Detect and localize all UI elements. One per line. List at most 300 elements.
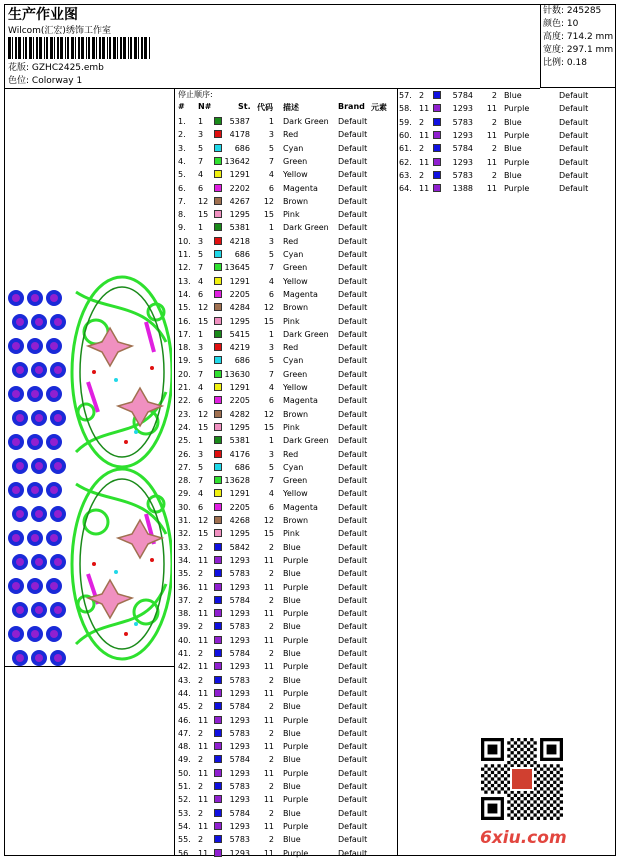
cell-n: 4 <box>198 170 204 180</box>
cell-brand: Default <box>338 728 368 738</box>
cell-n: 1 <box>198 223 204 233</box>
table-row <box>178 195 394 208</box>
cell-i: 24. <box>178 422 191 432</box>
stat-width: 宽度: 297.1 mm <box>543 45 614 55</box>
cell-n: 11 <box>198 609 209 619</box>
cell-desc: Purple <box>283 635 309 645</box>
cell-brand: Default <box>338 316 368 326</box>
color-swatch <box>214 476 222 484</box>
cell-desc: Blue <box>283 675 301 685</box>
cell-n: 3 <box>198 449 204 459</box>
cell-desc: Blue <box>283 808 301 818</box>
cell-brand: Default <box>559 170 589 180</box>
cell-code: 1 <box>268 436 274 446</box>
cell-i: 22. <box>178 396 191 406</box>
cell-n: 11 <box>198 555 209 565</box>
cell-desc: Brown <box>283 196 309 206</box>
cell-desc: Purple <box>283 768 309 778</box>
cell-st: 1388 <box>452 184 473 194</box>
cell-n: 11 <box>198 768 209 778</box>
cell-desc: Blue <box>504 91 522 100</box>
table-row <box>178 767 394 780</box>
cell-i: 9. <box>178 223 186 233</box>
cell-i: 49. <box>178 755 191 765</box>
cell-code: 3 <box>268 130 274 140</box>
cell-st: 5784 <box>229 755 250 765</box>
color-swatch <box>433 131 441 139</box>
table-row <box>178 248 394 261</box>
cell-st: 13642 <box>224 156 250 166</box>
color-swatch <box>214 263 222 271</box>
cell-i: 11. <box>178 250 191 259</box>
color-swatch <box>214 569 222 577</box>
cell-brand: Default <box>338 396 368 406</box>
cell-desc: Red <box>283 343 299 353</box>
cell-n: 1 <box>198 436 204 446</box>
column-divider <box>397 88 398 856</box>
cell-i: 62. <box>399 157 412 167</box>
cell-n: 11 <box>419 157 430 167</box>
table-row <box>178 634 394 647</box>
cell-i: 47. <box>178 728 191 738</box>
color-swatch <box>214 383 222 391</box>
cell-code: 11 <box>263 635 274 645</box>
cell-code: 2 <box>268 728 274 738</box>
table-row <box>178 847 394 860</box>
cell-n: 12 <box>198 409 209 419</box>
color-swatch <box>214 636 222 644</box>
cell-st: 1293 <box>229 742 250 752</box>
cell-brand: Default <box>338 409 368 419</box>
cell-st: 4282 <box>229 409 250 419</box>
cell-brand: Default <box>338 675 368 685</box>
color-swatch <box>214 356 222 364</box>
color-swatch <box>214 184 222 192</box>
cell-code: 11 <box>263 688 274 698</box>
cell-desc: Purple <box>283 795 309 805</box>
cell-code: 1 <box>268 329 274 339</box>
cell-desc: Pink <box>283 210 300 220</box>
color-swatch <box>214 303 222 311</box>
cell-st: 5783 <box>229 622 250 632</box>
cell-st: 1293 <box>229 768 250 778</box>
color-swatch <box>214 317 222 325</box>
cell-desc: Blue <box>283 755 301 765</box>
cell-n: 6 <box>198 502 204 512</box>
color-swatch <box>214 676 222 684</box>
cell-n: 5 <box>198 143 204 153</box>
cell-desc: Yellow <box>283 276 308 286</box>
cell-code: 11 <box>486 157 497 167</box>
cell-code: 2 <box>268 808 274 818</box>
cell-i: 52. <box>178 795 191 805</box>
cell-n: 2 <box>419 144 425 154</box>
cell-brand: Default <box>338 489 368 499</box>
table-row <box>178 275 394 288</box>
cell-st: 1293 <box>452 130 473 140</box>
cell-desc: Blue <box>283 622 301 632</box>
table-row <box>178 740 394 753</box>
color-swatch <box>214 423 222 431</box>
cell-code: 11 <box>486 104 497 114</box>
cell-n: 3 <box>198 130 204 140</box>
cell-i: 38. <box>178 609 191 619</box>
cell-brand: Default <box>338 383 368 392</box>
stop-sequence-caption: 停止顺序: <box>178 90 213 99</box>
cell-brand: Default <box>338 609 368 619</box>
column-divider <box>174 88 175 856</box>
color-swatch <box>214 729 222 737</box>
color-swatch <box>214 702 222 710</box>
cell-n: 3 <box>198 236 204 246</box>
cell-n: 2 <box>198 542 204 552</box>
cell-st: 1293 <box>452 157 473 167</box>
table-row <box>178 514 394 527</box>
cell-n: 2 <box>198 595 204 605</box>
cell-i: 27. <box>178 462 191 472</box>
table-row <box>178 567 394 580</box>
cell-n: 11 <box>198 582 209 592</box>
cell-code: 2 <box>268 595 274 605</box>
cell-brand: Default <box>338 688 368 698</box>
cell-desc: Blue <box>504 170 522 180</box>
cell-st: 1293 <box>229 582 250 592</box>
cell-desc: Yellow <box>283 489 308 499</box>
cell-desc: Blue <box>283 835 301 845</box>
cell-i: 6. <box>178 183 186 193</box>
color-swatch <box>214 503 222 511</box>
cell-code: 11 <box>486 130 497 140</box>
cell-code: 15 <box>263 529 274 539</box>
table-row <box>399 116 615 129</box>
colorway-label: 色位: <box>8 76 30 86</box>
cell-brand: Default <box>338 649 368 658</box>
cell-brand: Default <box>338 303 368 313</box>
cell-st: 2205 <box>229 502 250 512</box>
color-swatch <box>214 290 222 298</box>
cell-st: 1293 <box>229 715 250 725</box>
color-swatch <box>214 849 222 857</box>
cell-code: 5 <box>268 250 274 259</box>
cell-brand: Default <box>338 622 368 632</box>
cell-desc: Purple <box>283 609 309 619</box>
cell-code: 3 <box>268 343 274 353</box>
cell-n: 4 <box>198 276 204 286</box>
cell-i: 45. <box>178 702 191 712</box>
cell-n: 12 <box>198 303 209 313</box>
cell-brand: Default <box>338 476 368 486</box>
cell-i: 60. <box>399 130 412 140</box>
cell-n: 2 <box>198 728 204 738</box>
cell-n: 5 <box>198 250 204 259</box>
cell-n: 3 <box>198 343 204 353</box>
cell-n: 2 <box>198 569 204 579</box>
cell-st: 5783 <box>452 170 473 180</box>
cell-st: 5784 <box>229 649 250 658</box>
cell-i: 33. <box>178 542 191 552</box>
table-row <box>178 554 394 567</box>
cell-i: 54. <box>178 821 191 831</box>
cell-n: 11 <box>198 742 209 752</box>
cell-code: 11 <box>263 742 274 752</box>
cell-code: 2 <box>268 622 274 632</box>
cell-desc: Purple <box>504 157 530 167</box>
cell-i: 1. <box>178 117 186 126</box>
cell-n: 5 <box>198 356 204 366</box>
table-row <box>178 820 394 833</box>
cell-st: 4219 <box>229 343 250 353</box>
cell-code: 11 <box>263 555 274 565</box>
cell-st: 5783 <box>229 569 250 579</box>
cell-desc: Brown <box>283 303 309 313</box>
cell-brand: Default <box>338 210 368 220</box>
cell-desc: Green <box>283 156 308 166</box>
cell-desc: Cyan <box>283 143 304 153</box>
cell-n: 11 <box>198 821 209 831</box>
cell-n: 11 <box>198 795 209 805</box>
color-swatch <box>214 250 222 258</box>
table-row <box>178 368 394 381</box>
cell-i: 42. <box>178 662 191 672</box>
cell-st: 1295 <box>229 422 250 432</box>
cell-brand: Default <box>338 569 368 579</box>
cell-n: 7 <box>198 156 204 166</box>
cell-desc: Magenta <box>283 502 318 512</box>
cell-st: 4176 <box>229 449 250 459</box>
cell-brand: Default <box>559 117 589 127</box>
cell-brand: Default <box>338 156 368 166</box>
cell-brand: Default <box>559 184 589 194</box>
cell-brand: Default <box>338 835 368 845</box>
cell-i: 13. <box>178 276 191 286</box>
cell-code: 1 <box>268 117 274 126</box>
cell-st: 1293 <box>452 104 473 114</box>
cell-desc: Blue <box>283 728 301 738</box>
cell-st: 1291 <box>229 489 250 499</box>
cell-code: 15 <box>263 210 274 220</box>
cell-desc: Blue <box>283 782 301 791</box>
table-row <box>178 687 394 700</box>
cell-desc: Purple <box>283 742 309 752</box>
cell-i: 10. <box>178 236 191 246</box>
cell-st: 13628 <box>224 476 250 486</box>
cell-i: 12. <box>178 263 191 273</box>
cell-desc: Magenta <box>283 289 318 299</box>
table-row <box>399 142 615 155</box>
design-info <box>8 62 104 88</box>
cell-code: 12 <box>263 196 274 206</box>
color-swatch <box>214 782 222 790</box>
cell-n: 6 <box>198 289 204 299</box>
color-swatch <box>214 117 222 125</box>
cell-code: 7 <box>268 263 274 273</box>
cell-n: 2 <box>198 622 204 632</box>
cell-code: 4 <box>268 489 274 499</box>
cell-brand: Default <box>338 436 368 446</box>
table-row <box>178 115 394 128</box>
cell-i: 34. <box>178 555 191 565</box>
cell-brand: Default <box>559 130 589 140</box>
cell-st: 5381 <box>229 436 250 446</box>
cell-code: 11 <box>486 184 497 194</box>
cell-st: 686 <box>234 462 250 472</box>
table-row <box>178 128 394 141</box>
table-row <box>178 381 394 394</box>
cell-st: 13630 <box>224 369 250 379</box>
cell-code: 15 <box>263 422 274 432</box>
cell-brand: Default <box>338 250 368 259</box>
cell-code: 11 <box>263 821 274 831</box>
stat-height: 高度: 714.2 mm <box>543 32 614 42</box>
cell-st: 686 <box>234 356 250 366</box>
color-swatch <box>214 822 222 830</box>
cell-n: 6 <box>198 396 204 406</box>
cell-brand: Default <box>338 356 368 366</box>
cell-i: 16. <box>178 316 191 326</box>
cell-st: 13645 <box>224 263 250 273</box>
cell-st: 2205 <box>229 396 250 406</box>
cell-st: 5784 <box>229 595 250 605</box>
cell-desc: Purple <box>504 184 530 194</box>
cell-brand: Default <box>559 91 589 100</box>
cell-st: 1293 <box>229 635 250 645</box>
cell-code: 4 <box>268 276 274 286</box>
cell-code: 12 <box>263 516 274 525</box>
cell-code: 12 <box>263 303 274 313</box>
cell-desc: Blue <box>504 117 522 127</box>
cell-st: 1295 <box>229 529 250 539</box>
cell-brand: Default <box>338 595 368 605</box>
cell-n: 7 <box>198 263 204 273</box>
cell-code: 11 <box>263 795 274 805</box>
table-row <box>178 434 394 447</box>
color-swatch <box>433 144 441 152</box>
cell-n: 11 <box>198 635 209 645</box>
cell-n: 2 <box>198 782 204 791</box>
cell-n: 11 <box>419 104 430 114</box>
table-row <box>399 89 615 102</box>
table-row <box>178 155 394 168</box>
cell-desc: Magenta <box>283 183 318 193</box>
cell-n: 11 <box>198 715 209 725</box>
cell-n: 1 <box>198 117 204 126</box>
cell-code: 2 <box>268 649 274 658</box>
cell-desc: Magenta <box>283 396 318 406</box>
cell-desc: Blue <box>283 569 301 579</box>
cell-st: 5842 <box>229 542 250 552</box>
cell-st: 2205 <box>229 289 250 299</box>
cell-n: 12 <box>198 516 209 525</box>
table-row <box>399 129 615 142</box>
cell-brand: Default <box>338 343 368 353</box>
cell-st: 686 <box>234 143 250 153</box>
stats-panel <box>540 4 616 88</box>
cell-code: 5 <box>268 143 274 153</box>
cell-desc: Dark Green <box>283 329 329 339</box>
cell-code: 3 <box>268 449 274 459</box>
cell-n: 15 <box>198 210 209 220</box>
cell-desc: Purple <box>283 821 309 831</box>
cell-code: 6 <box>268 183 274 193</box>
cell-desc: Pink <box>283 422 300 432</box>
cell-st: 5783 <box>452 117 473 127</box>
cell-code: 11 <box>263 848 274 858</box>
cell-n: 15 <box>198 529 209 539</box>
cell-i: 55. <box>178 835 191 845</box>
cell-i: 18. <box>178 343 191 353</box>
cell-brand: Default <box>338 848 368 858</box>
table-row <box>178 620 394 633</box>
color-swatch <box>433 158 441 166</box>
cell-st: 5783 <box>229 835 250 845</box>
color-swatch <box>214 649 222 657</box>
color-swatch <box>214 835 222 843</box>
cell-code: 2 <box>491 91 497 100</box>
table-row <box>178 594 394 607</box>
cell-brand: Default <box>338 542 368 552</box>
page-title: 生产作业图 <box>8 7 78 23</box>
cell-st: 5387 <box>229 117 250 126</box>
table-header: # N# St. 代码 描述 Brand 元素 <box>178 102 387 112</box>
cell-st: 5784 <box>229 808 250 818</box>
cell-i: 39. <box>178 622 191 632</box>
cell-desc: Purple <box>504 104 530 114</box>
cell-i: 19. <box>178 356 191 366</box>
cell-code: 15 <box>263 316 274 326</box>
cell-st: 1295 <box>229 210 250 220</box>
cell-i: 4. <box>178 156 186 166</box>
cell-code: 11 <box>263 609 274 619</box>
cell-code: 6 <box>268 396 274 406</box>
cell-i: 43. <box>178 675 191 685</box>
cell-n: 5 <box>198 462 204 472</box>
color-swatch <box>214 769 222 777</box>
color-swatch <box>214 130 222 138</box>
table-row <box>178 780 394 793</box>
cell-i: 2. <box>178 130 186 140</box>
cell-st: 1291 <box>229 170 250 180</box>
barcode-icon <box>8 37 152 59</box>
cell-desc: Dark Green <box>283 436 329 446</box>
color-swatch <box>214 463 222 471</box>
colorway-value: Colorway 1 <box>31 76 83 86</box>
cell-brand: Default <box>338 422 368 432</box>
cell-st: 5784 <box>229 702 250 712</box>
cell-desc: Pink <box>283 529 300 539</box>
cell-desc: Purple <box>283 715 309 725</box>
table-row <box>178 315 394 328</box>
cell-i: 21. <box>178 383 191 392</box>
color-swatch <box>214 662 222 670</box>
cell-n: 11 <box>419 130 430 140</box>
cell-st: 4284 <box>229 303 250 313</box>
color-swatch <box>214 436 222 444</box>
cell-i: 56. <box>178 848 191 858</box>
table-row <box>178 182 394 195</box>
cell-code: 3 <box>268 236 274 246</box>
cell-i: 51. <box>178 782 191 791</box>
cell-brand: Default <box>338 143 368 153</box>
cell-n: 15 <box>198 422 209 432</box>
cell-desc: Red <box>283 449 299 459</box>
color-swatch <box>214 689 222 697</box>
table-row <box>178 807 394 820</box>
cell-i: 25. <box>178 436 191 446</box>
cell-desc: Purple <box>283 688 309 698</box>
cell-desc: Blue <box>504 144 522 154</box>
cell-st: 1291 <box>229 276 250 286</box>
cell-st: 5415 <box>229 329 250 339</box>
